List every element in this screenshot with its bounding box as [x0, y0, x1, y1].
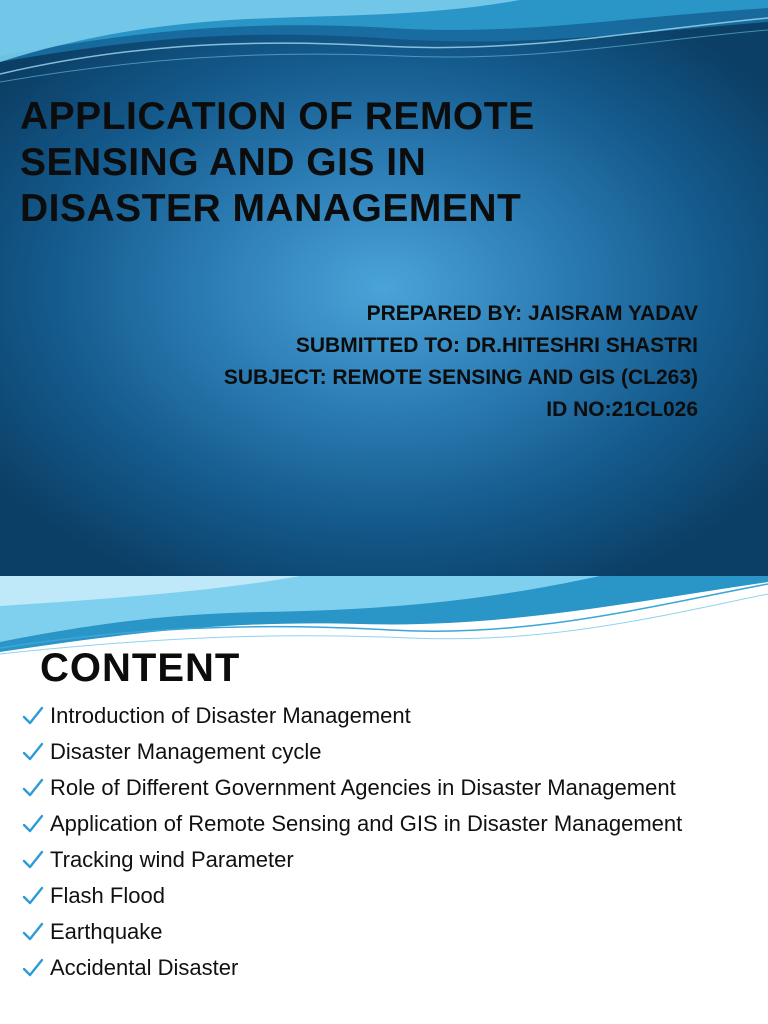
checkmark-icon — [22, 958, 44, 978]
list-item-text: Flash Flood — [50, 883, 165, 908]
checkmark-icon — [22, 742, 44, 762]
list-item — [22, 736, 752, 767]
list-item-text: Application of Remote Sensing and GIS in Disaster Management — [50, 811, 683, 836]
prepared-by: PREPARED BY: JAISRAM YADAV — [366, 302, 698, 325]
list-item — [22, 844, 752, 875]
list-item-text: Earthquake — [50, 919, 163, 944]
id-number: ID NO:21CL026 — [546, 398, 698, 421]
checkmark-icon — [22, 850, 44, 870]
list-item — [22, 772, 752, 803]
list-item — [22, 880, 752, 911]
author-info — [224, 298, 698, 426]
list-item — [22, 916, 752, 947]
list-item — [22, 700, 752, 731]
checkmark-icon — [22, 778, 44, 798]
list-item-text: Accidental Disaster — [50, 955, 239, 980]
content-slide — [0, 576, 768, 1024]
top-wave-decoration — [0, 0, 768, 90]
list-item — [22, 952, 752, 983]
title-line: DISASTER MANAGEMENT — [20, 187, 522, 230]
list-item-text: Introduction of Disaster Management — [50, 703, 411, 728]
list-item-text: Tracking wind Parameter — [50, 847, 294, 872]
content-list — [22, 700, 752, 988]
checkmark-icon — [22, 814, 44, 834]
slide-title — [20, 94, 750, 232]
list-item — [22, 808, 752, 839]
checkmark-icon — [22, 922, 44, 942]
submitted-to: SUBMITTED TO: DR.HITESHRI SHASTRI — [295, 334, 698, 357]
list-item-text: Role of Different Government Agencies in Disaster Management — [50, 775, 676, 800]
title-line: APPLICATION OF REMOTE — [20, 95, 535, 138]
title-line: SENSING AND GIS IN — [20, 141, 427, 184]
list-item-text: Disaster Management cycle — [50, 739, 322, 764]
top-wave-decoration — [0, 576, 768, 656]
subject: SUBJECT: REMOTE SENSING AND GIS (CL263) — [223, 366, 698, 389]
checkmark-icon — [22, 886, 44, 906]
checkmark-icon — [22, 706, 44, 726]
content-heading: CONTENT — [40, 646, 241, 690]
